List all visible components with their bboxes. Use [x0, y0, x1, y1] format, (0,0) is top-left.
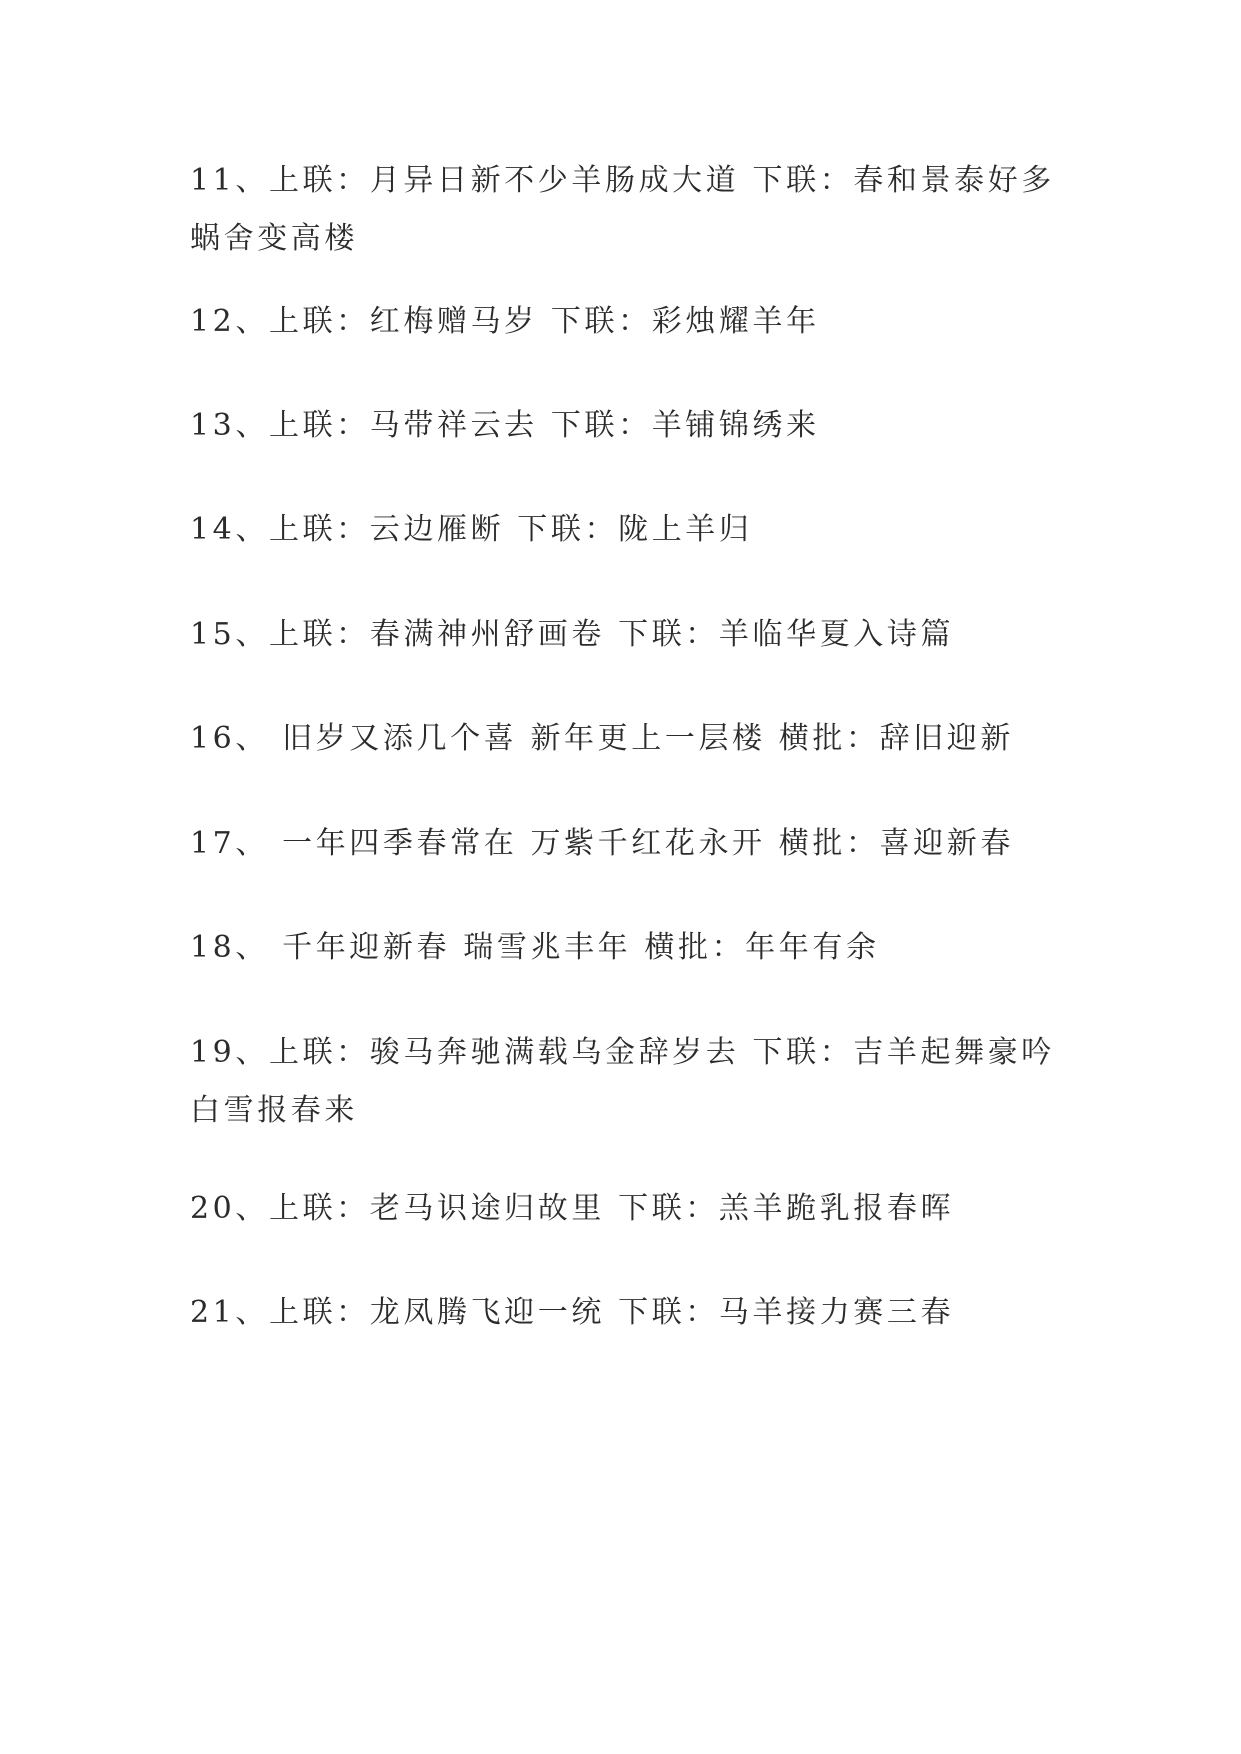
couplet-entry-11: 11、上联：月异日新不少羊肠成大道 下联：春和景泰好多蜗舍变高楼: [190, 163, 1055, 256]
couplet-entry-13: 13、上联：马带祥云去 下联：羊铺锦绣来: [190, 408, 820, 443]
couplet-entry-20: 20、上联：老马识途归故里 下联：羔羊跪乳报春晖: [190, 1191, 955, 1226]
couplet-entry-21: 21、上联：龙凤腾飞迎一统 下联：马羊接力赛三春: [190, 1295, 955, 1330]
couplet-entry-15: 15、上联：春满神州舒画卷 下联：羊临华夏入诗篇: [190, 617, 955, 652]
couplet-entry-14: 14、上联：云边雁断 下联：陇上羊归: [190, 512, 753, 547]
couplet-entry-19: 19、上联：骏马奔驰满载乌金辞岁去 下联：吉羊起舞豪吟白雪报春来: [190, 1035, 1055, 1128]
couplet-entry-17: 17、 一年四季春常在 万紫千红花永开 横批：喜迎新春: [190, 826, 1014, 861]
couplet-entry-12: 12、上联：红梅赠马岁 下联：彩烛耀羊年: [190, 304, 820, 339]
couplet-entry-18: 18、 千年迎新春 瑞雪兆丰年 横批：年年有余: [190, 930, 880, 965]
couplet-entry-16: 16、 旧岁又添几个喜 新年更上一层楼 横批：辞旧迎新: [190, 721, 1014, 756]
